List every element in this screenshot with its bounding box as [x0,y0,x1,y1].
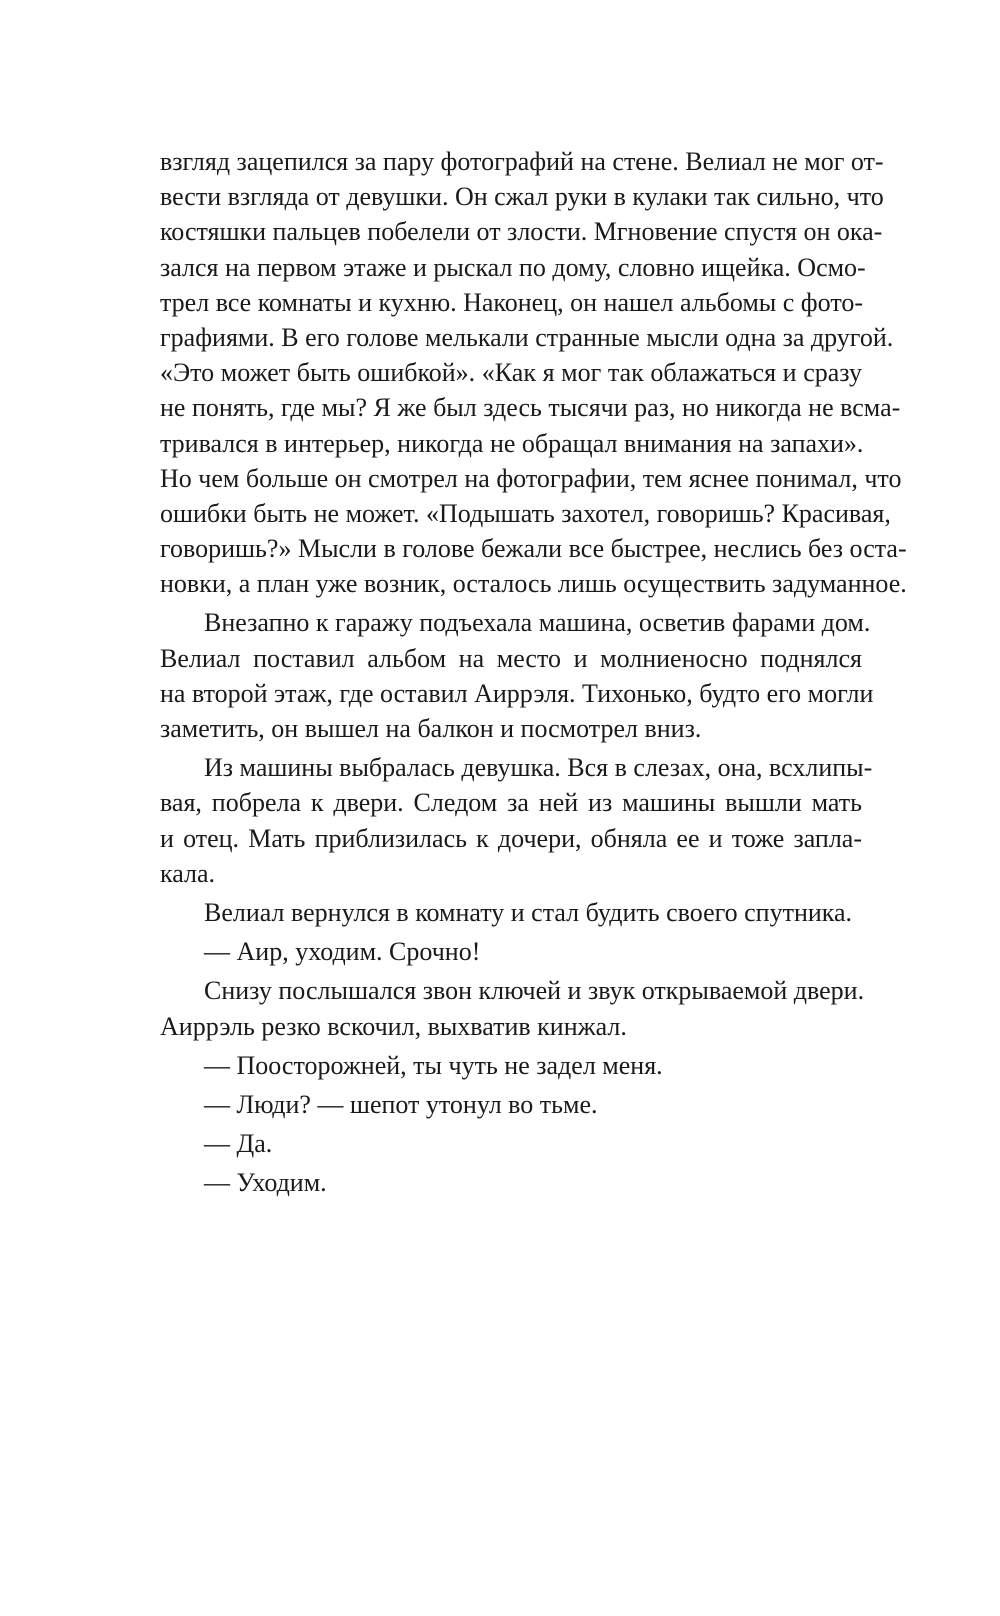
text-line: — Аир, уходим. Срочно! [204,937,481,967]
text-line: Из машины выбралась девушка. Вся в слезах, она, всхлипы- [204,753,873,783]
text-line: не понять, где мы? Я же был здесь тысячи раз, но никогда не всма- [160,393,901,423]
text-line: Внезапно к гаражу подъехала машина, осветив фарами дом. [204,608,871,638]
text-line: новки, а план уже возник, осталось лишь осуществить задуманное. [160,569,907,599]
text-line: Велиал поставил альбом на место и молниеносно поднялся [160,643,862,673]
text-line: тривался в интерьер, никогда не обращал внимания на запахи». [160,428,864,458]
text-line: ошибки быть не может. «Подышать захотел, говоришь? Красивая, [160,498,891,528]
text-line: на второй этаж, где оставил Аиррэля. Тихонько, будто его могли [160,678,874,708]
text-line: говоришь?» Мысли в голове бежали все быстрее, неслись без оста- [160,534,907,564]
paragraph-2 [160,605,874,746]
text-line: Велиал вернулся в комнату и стал будить своего спутника. [204,897,853,927]
paragraph-3 [160,750,873,891]
text-line: вая, побрела к двери. Следом за ней из машины вышли мать [160,788,862,818]
dialogue-line [160,1087,862,1122]
dialogue-line [160,1126,862,1161]
dialogue-line [160,1048,862,1083]
text-line: — Поосторожней, ты чуть не задел меня. [204,1050,663,1080]
text-line: «Это может быть ошибкой». «Как я мог так облажаться и сразу [160,358,862,388]
dialogue-line [160,934,862,969]
text-line: и отец. Мать приблизилась к дочери, обняла ее и тоже запла- [160,823,862,853]
text-line: Аиррэль резко вскочил, выхватив кинжал. [160,1011,627,1041]
book-page [160,144,907,1200]
dialogue-line [160,1165,862,1200]
text-line: зался на первом этаже и рыскал по дому, словно ищейка. Осмо- [160,252,866,282]
text-line: — Да. [204,1129,273,1159]
text-line: графиями. В его голове мелькали странные мысли одна за другой. [160,322,894,352]
text-line: кала. [160,858,216,888]
text-line: Снизу послышался звон ключей и звук открываемой двери. [204,976,865,1006]
text-line: — Люди? — шепот утонул во тьме. [204,1089,598,1119]
paragraph-5 [160,973,865,1043]
text-line: — Уходим. [204,1168,327,1198]
text-line: вести взгляда от девушки. Он сжал руки в кулаки так сильно, что [160,182,884,212]
text-line: трел все комнаты и кухню. Наконец, он нашел альбомы с фото- [160,287,863,317]
paragraph-4 [160,895,862,930]
text-line: костяшки пальцев побелели от злости. Мгновение спустя он ока- [160,217,883,247]
text-line: заметить, он вышел на балкон и посмотрел вниз. [160,714,702,743]
text-line: Но чем больше он смотрел на фотографии, тем яснее понимал, что [160,463,902,493]
text-line: взгляд зацепился за пару фотографий на стене. Велиал не мог от- [160,147,884,176]
paragraph-1 [160,144,907,601]
